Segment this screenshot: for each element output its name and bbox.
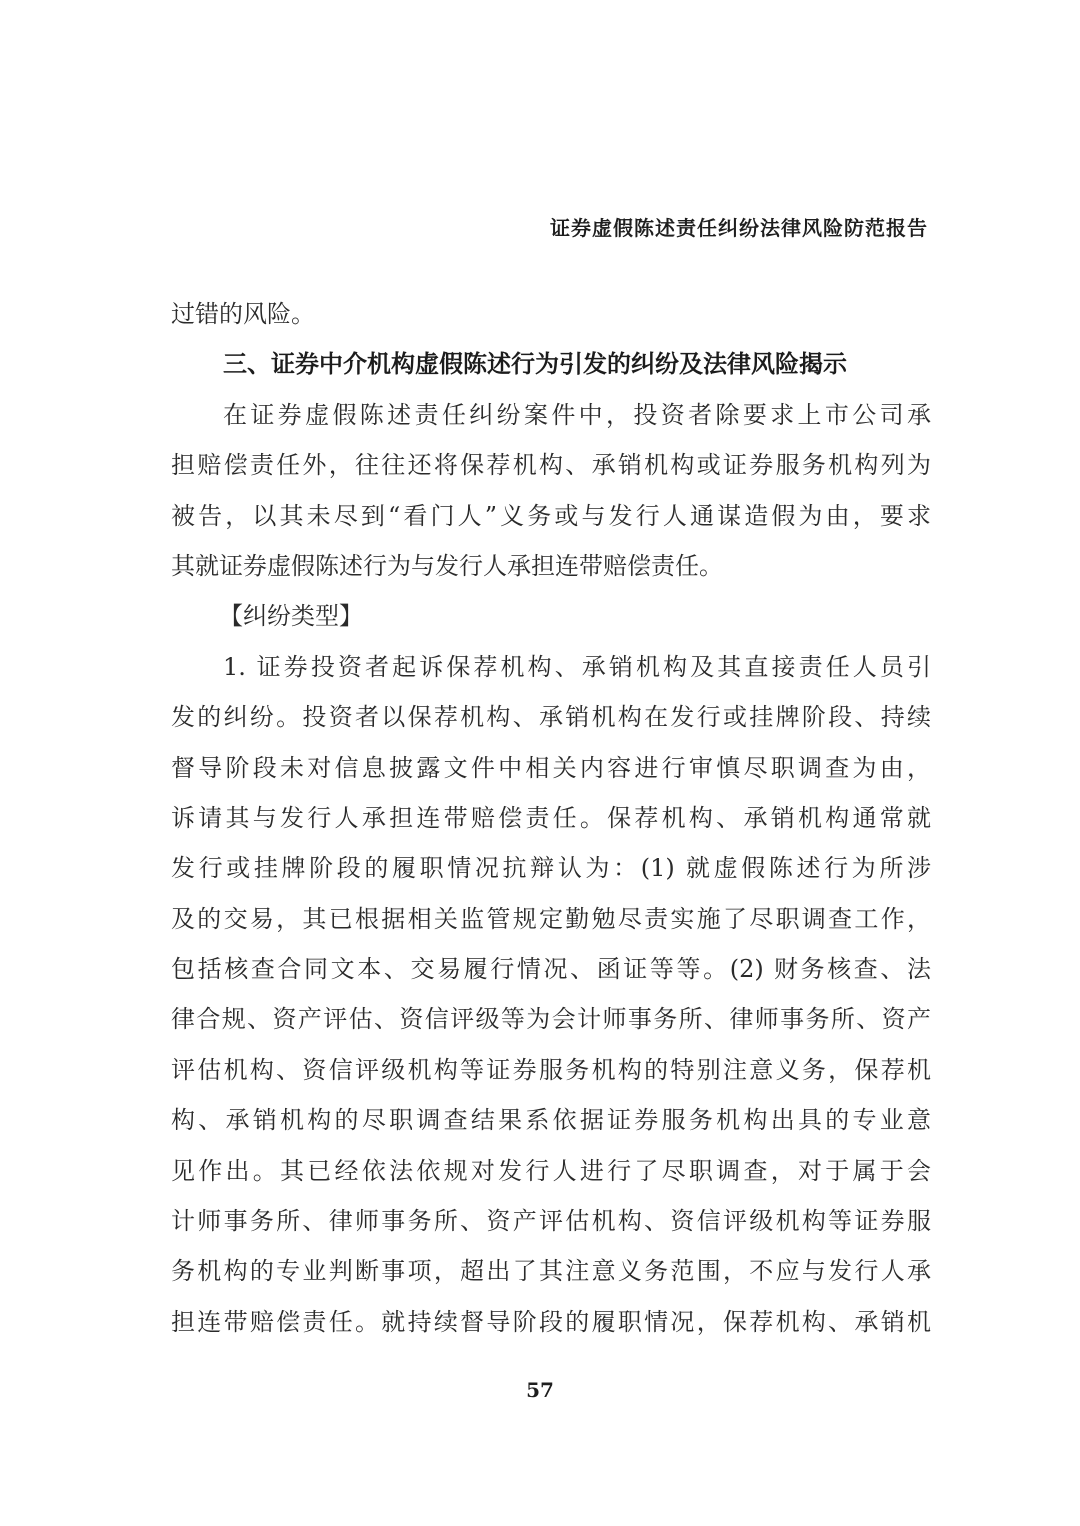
text-line: 包括核查合同文本、交易履行情况、函证等等。(2) 财务核查、法 <box>171 955 931 984</box>
text-line: 1. 证券投资者起诉保荐机构、承销机构及其直接责任人员引 <box>223 652 931 681</box>
text-line: 计师事务所、律师事务所、资产评估机构、资信评级机构等证券服 <box>171 1207 931 1236</box>
text-line: 律合规、资产评估、资信评级等为会计师事务所、律师事务所、资产 <box>171 1005 931 1034</box>
text-line: 过错的风险。 <box>171 300 315 328</box>
text-line: 督导阶段未对信息披露文件中相关内容进行审慎尽职调查为由， <box>171 753 931 782</box>
text-line: 务机构的专业判断事项，超出了其注意义务范围，不应与发行人承 <box>171 1257 931 1286</box>
text-line: 担连带赔偿责任。就持续督导阶段的履职情况，保荐机构、承销机 <box>171 1307 931 1336</box>
text-line: 在证券虚假陈述责任纠纷案件中，投资者除要求上市公司承 <box>223 400 931 429</box>
page-number: 57 <box>526 1378 554 1402</box>
subsection-label: 【纠纷类型】 <box>219 602 363 631</box>
page-body <box>171 289 931 1347</box>
running-header-title: 证券虚假陈述责任纠纷法律风险防范报告 <box>550 216 928 240</box>
text-line: 评估机构、资信评级机构等证券服务机构的特别注意义务，保荐机 <box>171 1055 931 1084</box>
section-heading: 三、证券中介机构虚假陈述行为引发的纠纷及法律风险揭示 <box>223 350 847 379</box>
text-line: 其就证券虚假陈述行为与发行人承担连带赔偿责任。 <box>171 551 723 580</box>
text-line: 诉请其与发行人承担连带赔偿责任。保荐机构、承销机构通常就 <box>171 803 931 832</box>
text-line: 被告，以其未尽到“看门人”义务或与发行人通谋造假为由，要求 <box>171 501 931 530</box>
text-line: 构、承销机构的尽职调查结果系依据证券服务机构出具的专业意 <box>171 1106 931 1135</box>
text-line: 及的交易，其已根据相关监管规定勤勉尽责实施了尽职调查工作， <box>171 904 931 933</box>
text-line: 发行或挂牌阶段的履职情况抗辩认为：(1) 就虚假陈述行为所涉 <box>171 854 931 883</box>
text-line: 发的纠纷。投资者以保荐机构、承销机构在发行或挂牌阶段、持续 <box>171 703 931 732</box>
text-line: 担赔偿责任外，往往还将保荐机构、承销机构或证券服务机构列为 <box>171 451 931 480</box>
text-line: 见作出。其已经依法依规对发行人进行了尽职调查，对于属于会 <box>171 1156 931 1185</box>
